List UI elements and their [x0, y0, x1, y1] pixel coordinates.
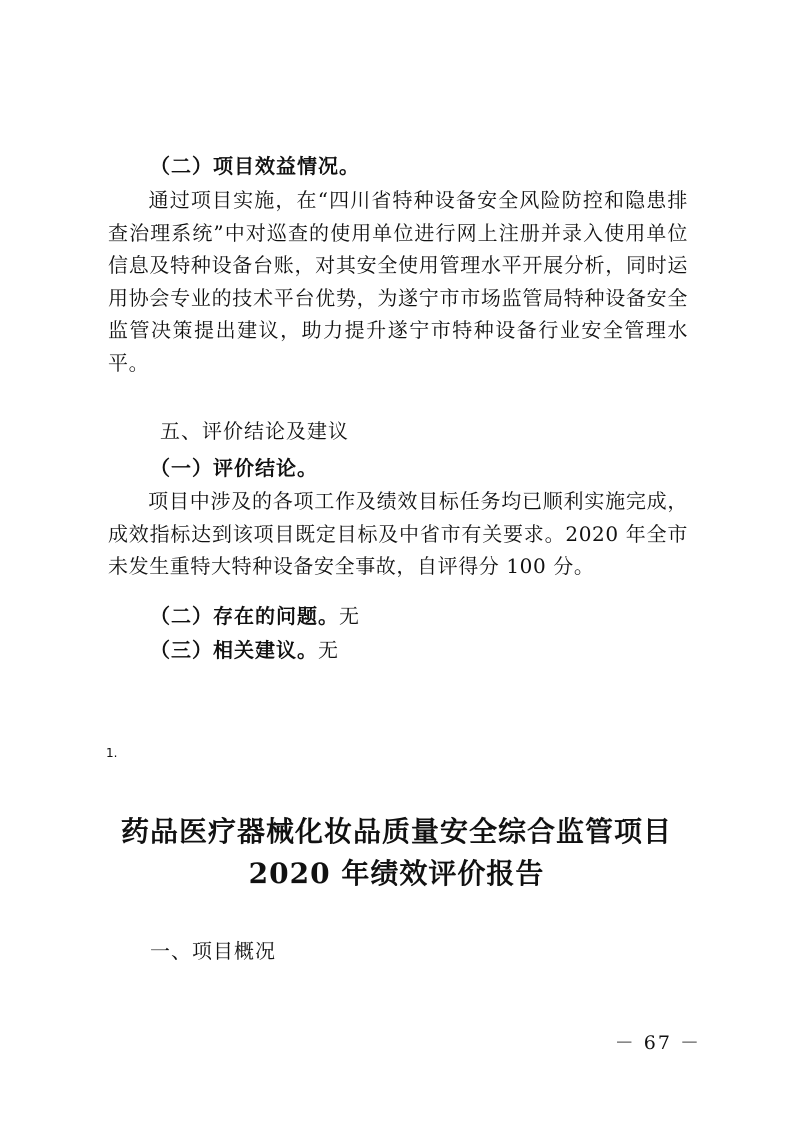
conclusion-section-title: 五、评价结论及建议 — [160, 419, 349, 443]
conclusion-paragraph-text: 项目中涉及的各项工作及绩效目标任务均已顺利实施完成，成效指标达到该项目既定目标及中省市有关要求。2020 年全市未发生重特大特种设备安全事故，自评得分 100 分。 — [108, 489, 688, 578]
report-title-line2: 2020 年绩效评价报告 — [248, 857, 545, 890]
problems-value: 无 — [339, 604, 360, 628]
suggestions-heading: （三）相关建议。 — [150, 638, 318, 662]
conclusion-paragraph — [108, 485, 688, 585]
suggestions-value: 无 — [318, 638, 339, 662]
page-number: － 67 － — [614, 1032, 701, 1054]
problems-heading: （二）存在的问题。 — [150, 604, 339, 628]
conclusion-heading: （一）评价结论。 — [150, 456, 318, 480]
benefit-heading: （二）项目效益情况。 — [150, 154, 360, 178]
overview-heading: 一、项目概况 — [150, 939, 276, 963]
report-title-line1: 药品医疗器械化妆品质量安全综合监管项目 — [120, 815, 672, 848]
benefit-paragraph-text: 通过项目实施，在“四川省特种设备安全风险防控和隐患排查治理系统”中对巡查的使用单位进行网上注册并录入使用单位信息及特种设备台账，对其安全使用管理水平开展分析，同时运用协会专业的技术平台优势，为遂宁市市场监管局特种设备安全监管决策提出建议，助力提升遂宁市特种设备行业安全管理水平。 — [108, 188, 688, 375]
footnote-marker: 1. — [106, 746, 118, 760]
benefit-paragraph — [108, 184, 688, 384]
suggestions-heading-line — [150, 634, 730, 663]
problems-heading-line — [150, 600, 730, 629]
